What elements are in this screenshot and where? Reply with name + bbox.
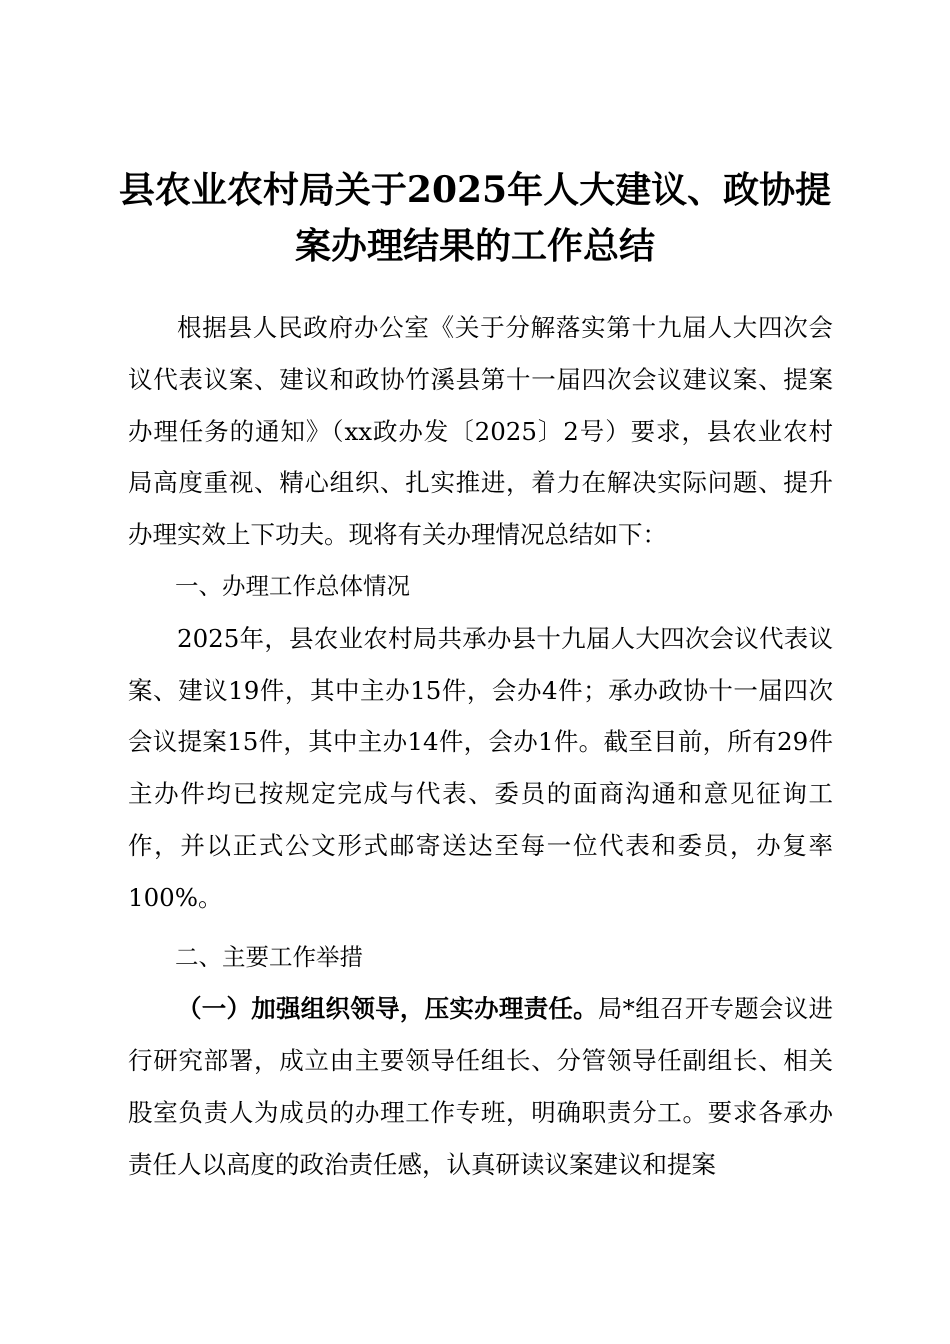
section-2-sub-1-paragraph [128, 983, 833, 1190]
document-title [90, 162, 860, 274]
section-2-heading: 二、主要工作举措 [175, 942, 363, 971]
section-2-sub-1-body: 局*组召开专题会议进行研究部署，成立由主要领导任组长、分管领导任副组长、相关股室负责人为成员的办理工作专班，明确职责分工。要求各承办责任人以高度的政治责任感，认真研读议案建议和提案 [128, 994, 834, 1179]
section-1-heading: 一、办理工作总体情况 [175, 571, 410, 600]
title-line-2: 案办理结果的工作总结 [294, 225, 655, 267]
section-2-sub-1-lead: （一）加强组织领导，压实办理责任。 [177, 994, 598, 1024]
document-body [128, 302, 833, 1191]
intro-paragraph: 根据县人民政府办公室《关于分解落实第十九届人大四次会议代表议案、建议和政协竹溪县第十一届四次会议建议案、提案办理任务的通知》（xx政办发〔2025〕2号）要求，县农业农村局高度重视、精心组织、扎实推进，着力在解决实际问题、提升办理实效上下功夫。现将有关办理情况总结如下： [128, 313, 833, 550]
section-1-paragraph: 2025年，县农业农村局共承办县十九届人大四次会议代表议案、建议19件，其中主办15件，会办4件；承办政协十一届四次会议提案15件，其中主办14件，会办1件。截至目前，所有29件主办件均已按规定完成与代表、委员的面商沟通和意见征询工作，并以正式公文形式邮寄送达至每一位代表和委员，办复率100%。 [128, 623, 833, 912]
title-line-1: 县农业农村局关于2025年人大建议、政协提 [118, 169, 832, 211]
